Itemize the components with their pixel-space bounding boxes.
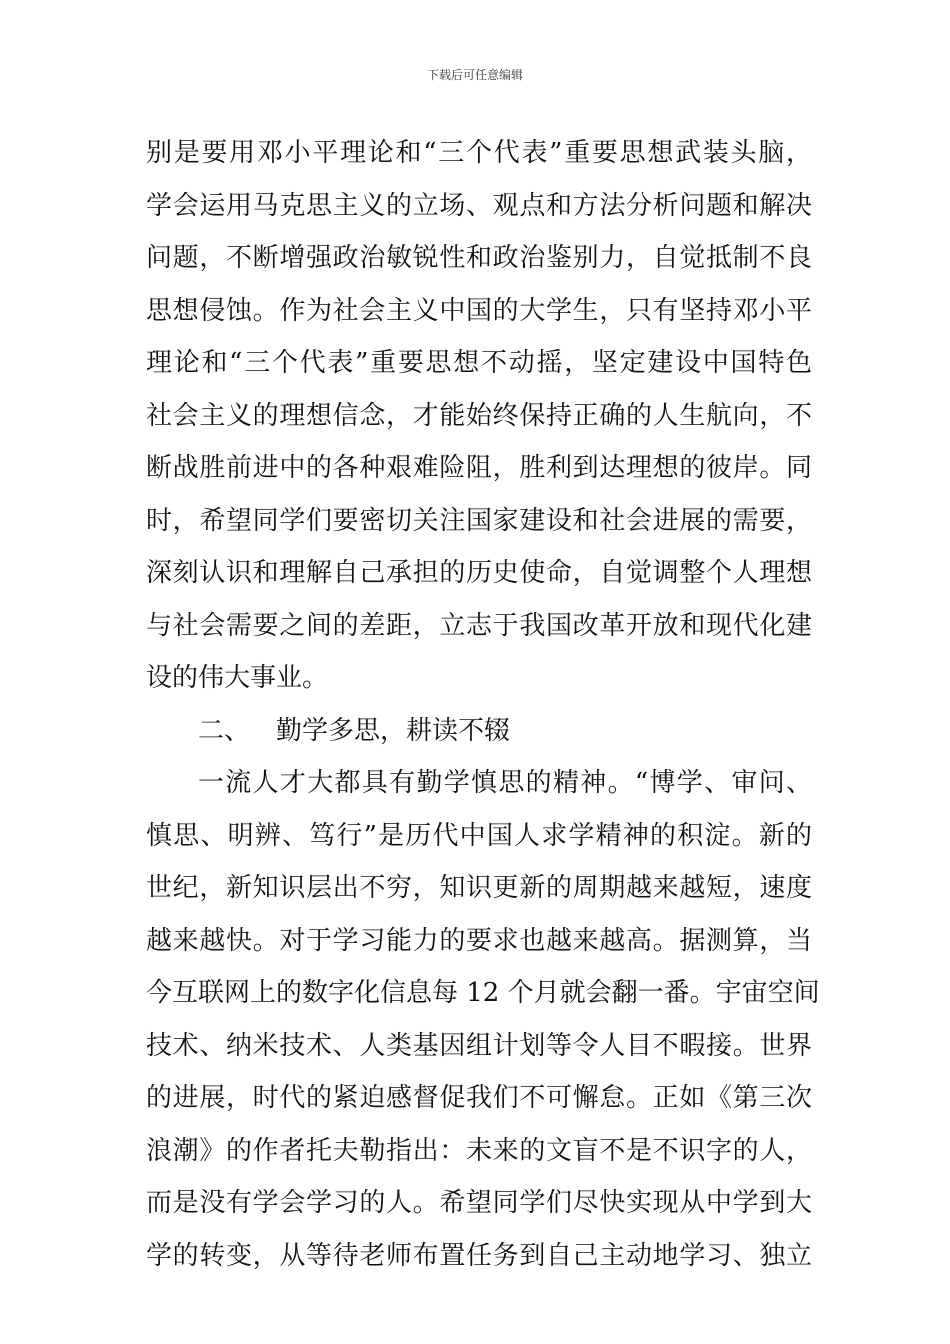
text-line: 别是要用邓小平理论和“三个代表”重要思想武装头脑， [146, 138, 812, 168]
text-line: 学会运用马克思主义的立场、观点和方法分析问题和解决 [146, 190, 812, 221]
text-line: 设的伟大事业。 [146, 663, 329, 693]
section-number: 二、 [198, 715, 251, 746]
section-title: 勤学多思，耕读不辍 [276, 715, 511, 746]
text-line: 慎思、明辨、笃行”是历代中国人求学精神的积淀。新的 [146, 820, 812, 851]
text-line: 技术、纳米技术、人类基因组计划等令人目不暇接。世界 [146, 1030, 812, 1061]
text-line: 浪潮》的作者托夫勒指出：未来的文盲不是不识字的人， [146, 1135, 812, 1166]
text-line: 问题，不断增强政治敏锐性和政治鉴别力，自觉抵制不良 [146, 243, 812, 273]
text-line: 今互联网上的数字化信息每 12 个月就会翻一番。宇宙空间 [146, 978, 820, 1008]
section-heading [146, 705, 812, 758]
text-line: 学的转变，从等待老师布置任务到自己主动地学习、独立 [146, 1240, 812, 1271]
text-line: 社会主义的理想信念，才能始终保持正确的人生航向，不 [146, 400, 812, 431]
paragraph [146, 127, 812, 705]
text-line: 时，希望同学们要密切关注国家建设和社会进展的需要， [146, 505, 812, 536]
text-line: 与社会需要之间的差距，立志于我国改革开放和现代化建 [146, 610, 812, 641]
text-line: 越来越快。对于学习能力的要求也越来越高。据测算，当 [146, 925, 812, 956]
text-line: 思想侵蚀。作为社会主义中国的大学生，只有坚持邓小平 [146, 295, 812, 326]
header-note: 下载后可任意编辑 [426, 68, 523, 82]
text-line: 一流人才大都具有勤学慎思的精神。“博学、审问、 [198, 768, 812, 798]
text-line: 深刻认识和理解自己承担的历史使命，自觉调整个人理想 [146, 558, 812, 588]
text-line: 而是没有学会学习的人。希望同学们尽快实现从中学到大 [146, 1188, 812, 1218]
text-line: 世纪，新知识层出不穷，知识更新的周期越来越短，速度 [146, 873, 812, 903]
text-line: 断战胜前进中的各种艰难险阻，胜利到达理想的彼岸。同 [146, 453, 812, 483]
text-line: 的进展，时代的紧迫感督促我们不可懈怠。正如《第三次 [146, 1083, 812, 1113]
paragraph [146, 757, 820, 1282]
text-line: 理论和“三个代表”重要思想不动摇，坚定建设中国特色 [146, 348, 812, 378]
document-body [146, 127, 820, 1282]
